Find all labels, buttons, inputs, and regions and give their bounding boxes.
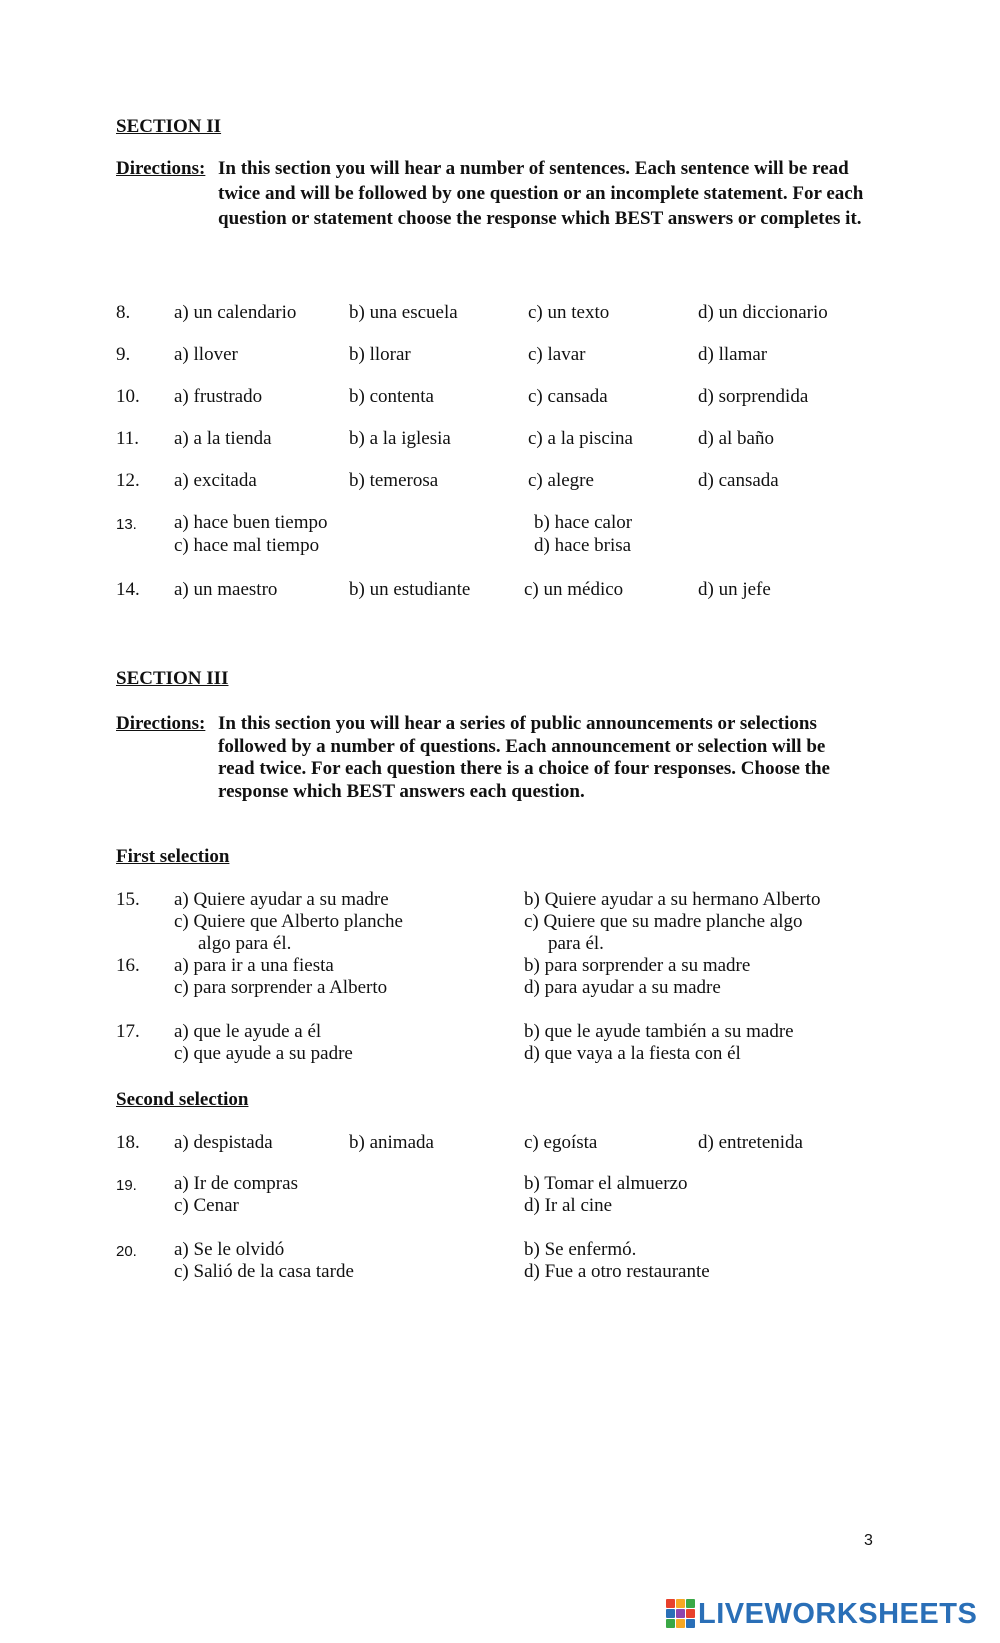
option-d[interactable]: d) para ayudar a su madre [524, 977, 721, 998]
option-b[interactable]: b) animada [349, 1132, 434, 1153]
option-c[interactable]: c) alegre [528, 470, 594, 491]
option-a[interactable]: a) Se le olvidó [174, 1239, 285, 1260]
question-number: 18. [116, 1132, 140, 1153]
logo-tile [676, 1619, 685, 1628]
option-c[interactable]: c) hace mal tiempo [174, 535, 320, 556]
question-number: 16. [116, 955, 140, 976]
option-a[interactable]: a) llover [174, 344, 238, 365]
option-a[interactable]: a) un calendario [174, 302, 297, 323]
question-number: 11. [116, 428, 140, 449]
option-c[interactable]: c) un texto [528, 302, 610, 323]
option-c-continued: algo para él. [198, 933, 292, 954]
option-a[interactable]: a) para ir a una fiesta [174, 955, 334, 976]
option-d[interactable]: d) un diccionario [698, 302, 828, 323]
option-d[interactable]: d) al baño [698, 428, 774, 449]
option-a[interactable]: a) hace buen tiempo [174, 512, 328, 533]
option-d[interactable]: c) Quiere que su madre planche algo [524, 911, 803, 932]
logo-grid-icon [666, 1599, 694, 1629]
option-a[interactable]: a) un maestro [174, 579, 278, 600]
option-d[interactable]: d) que vaya a la fiesta con él [524, 1043, 741, 1064]
question-number: 10. [116, 386, 140, 407]
option-b[interactable]: b) Tomar el almuerzo [524, 1173, 688, 1194]
section-3-directions-label: Directions: [116, 713, 206, 734]
logo-tile [666, 1619, 675, 1628]
option-c[interactable]: c) cansada [528, 386, 608, 407]
section-3-directions-text: In this section you will hear a series of public announcements or selections followed by a number of questions. Each announcement or selection will be read twice. For each question there is a choice of four responses. Choose the response which BEST answers each question. [218, 713, 830, 802]
first-selection-heading: First selection [116, 846, 230, 867]
option-c[interactable]: c) un médico [524, 579, 624, 600]
question-number: 15. [116, 889, 140, 910]
question-number: 12. [116, 470, 140, 491]
question-number: 20. [116, 1243, 137, 1260]
logo-text: LIVEWORKSHEETS [698, 1597, 978, 1630]
logo-tile [686, 1619, 695, 1628]
option-a[interactable]: a) que le ayude a él [174, 1021, 322, 1042]
second-selection-heading: Second selection [116, 1089, 249, 1110]
option-d[interactable]: d) entretenida [698, 1132, 803, 1153]
section-2-directions-text: In this section you will hear a number of sentences. Each sentence will be read twice and will be followed by one question or an incomplete statement. For each question or statement choose the response which BEST answers or completes it. [218, 158, 864, 229]
section-2-directions-label: Directions: [116, 158, 206, 179]
question-number: 13. [116, 516, 137, 533]
option-c[interactable]: c) egoísta [524, 1132, 598, 1153]
question-number: 14. [116, 579, 140, 600]
logo-tile [676, 1599, 685, 1608]
option-a[interactable]: a) frustrado [174, 386, 263, 407]
question-number: 19. [116, 1177, 137, 1194]
option-c[interactable]: c) a la piscina [528, 428, 633, 449]
logo-tile [686, 1599, 695, 1608]
option-c[interactable]: c) Quiere que Alberto planche [174, 911, 403, 932]
liveworksheets-logo[interactable] [666, 1596, 977, 1632]
option-a[interactable]: a) Ir de compras [174, 1173, 298, 1194]
option-d-continued: para él. [548, 933, 604, 954]
page-number: 3 [864, 1532, 873, 1549]
section-3-heading: SECTION III [116, 668, 229, 689]
option-b[interactable]: b) Se enfermó. [524, 1239, 637, 1260]
option-d[interactable]: d) Ir al cine [524, 1195, 613, 1216]
option-a[interactable]: a) despistada [174, 1132, 273, 1153]
option-d[interactable]: d) un jefe [698, 579, 771, 600]
logo-tile [666, 1609, 675, 1618]
option-d[interactable]: d) sorprendida [698, 386, 809, 407]
question-number: 9. [116, 344, 131, 365]
option-b[interactable]: b) temerosa [349, 470, 439, 491]
option-c[interactable]: c) Cenar [174, 1195, 239, 1216]
option-a[interactable]: a) excitada [174, 470, 257, 491]
option-b[interactable]: b) una escuela [349, 302, 458, 323]
question-number: 8. [116, 302, 131, 323]
option-c[interactable]: c) que ayude a su padre [174, 1043, 353, 1064]
logo-tile [676, 1609, 685, 1618]
option-b[interactable]: b) contenta [349, 386, 434, 407]
option-b[interactable]: b) que le ayude también a su madre [524, 1021, 794, 1042]
option-c[interactable]: c) lavar [528, 344, 586, 365]
option-b[interactable]: b) Quiere ayudar a su hermano Alberto [524, 889, 821, 910]
section-2-heading: SECTION II [116, 116, 222, 137]
option-a[interactable]: a) Quiere ayudar a su madre [174, 889, 389, 910]
question-number: 17. [116, 1021, 140, 1042]
option-b[interactable]: b) para sorprender a su madre [524, 955, 751, 976]
option-c[interactable]: c) para sorprender a Alberto [174, 977, 388, 998]
logo-tile [686, 1609, 695, 1618]
option-b[interactable]: b) llorar [349, 344, 411, 365]
option-b[interactable]: b) un estudiante [349, 579, 471, 600]
option-d[interactable]: d) hace brisa [534, 535, 632, 556]
option-c[interactable]: c) Salió de la casa tarde [174, 1261, 354, 1282]
option-a[interactable]: a) a la tienda [174, 428, 272, 449]
option-b[interactable]: b) hace calor [534, 512, 633, 533]
option-d[interactable]: d) Fue a otro restaurante [524, 1261, 710, 1282]
option-d[interactable]: d) cansada [698, 470, 779, 491]
option-d[interactable]: d) llamar [698, 344, 768, 365]
option-b[interactable]: b) a la iglesia [349, 428, 451, 449]
logo-tile [666, 1599, 675, 1608]
